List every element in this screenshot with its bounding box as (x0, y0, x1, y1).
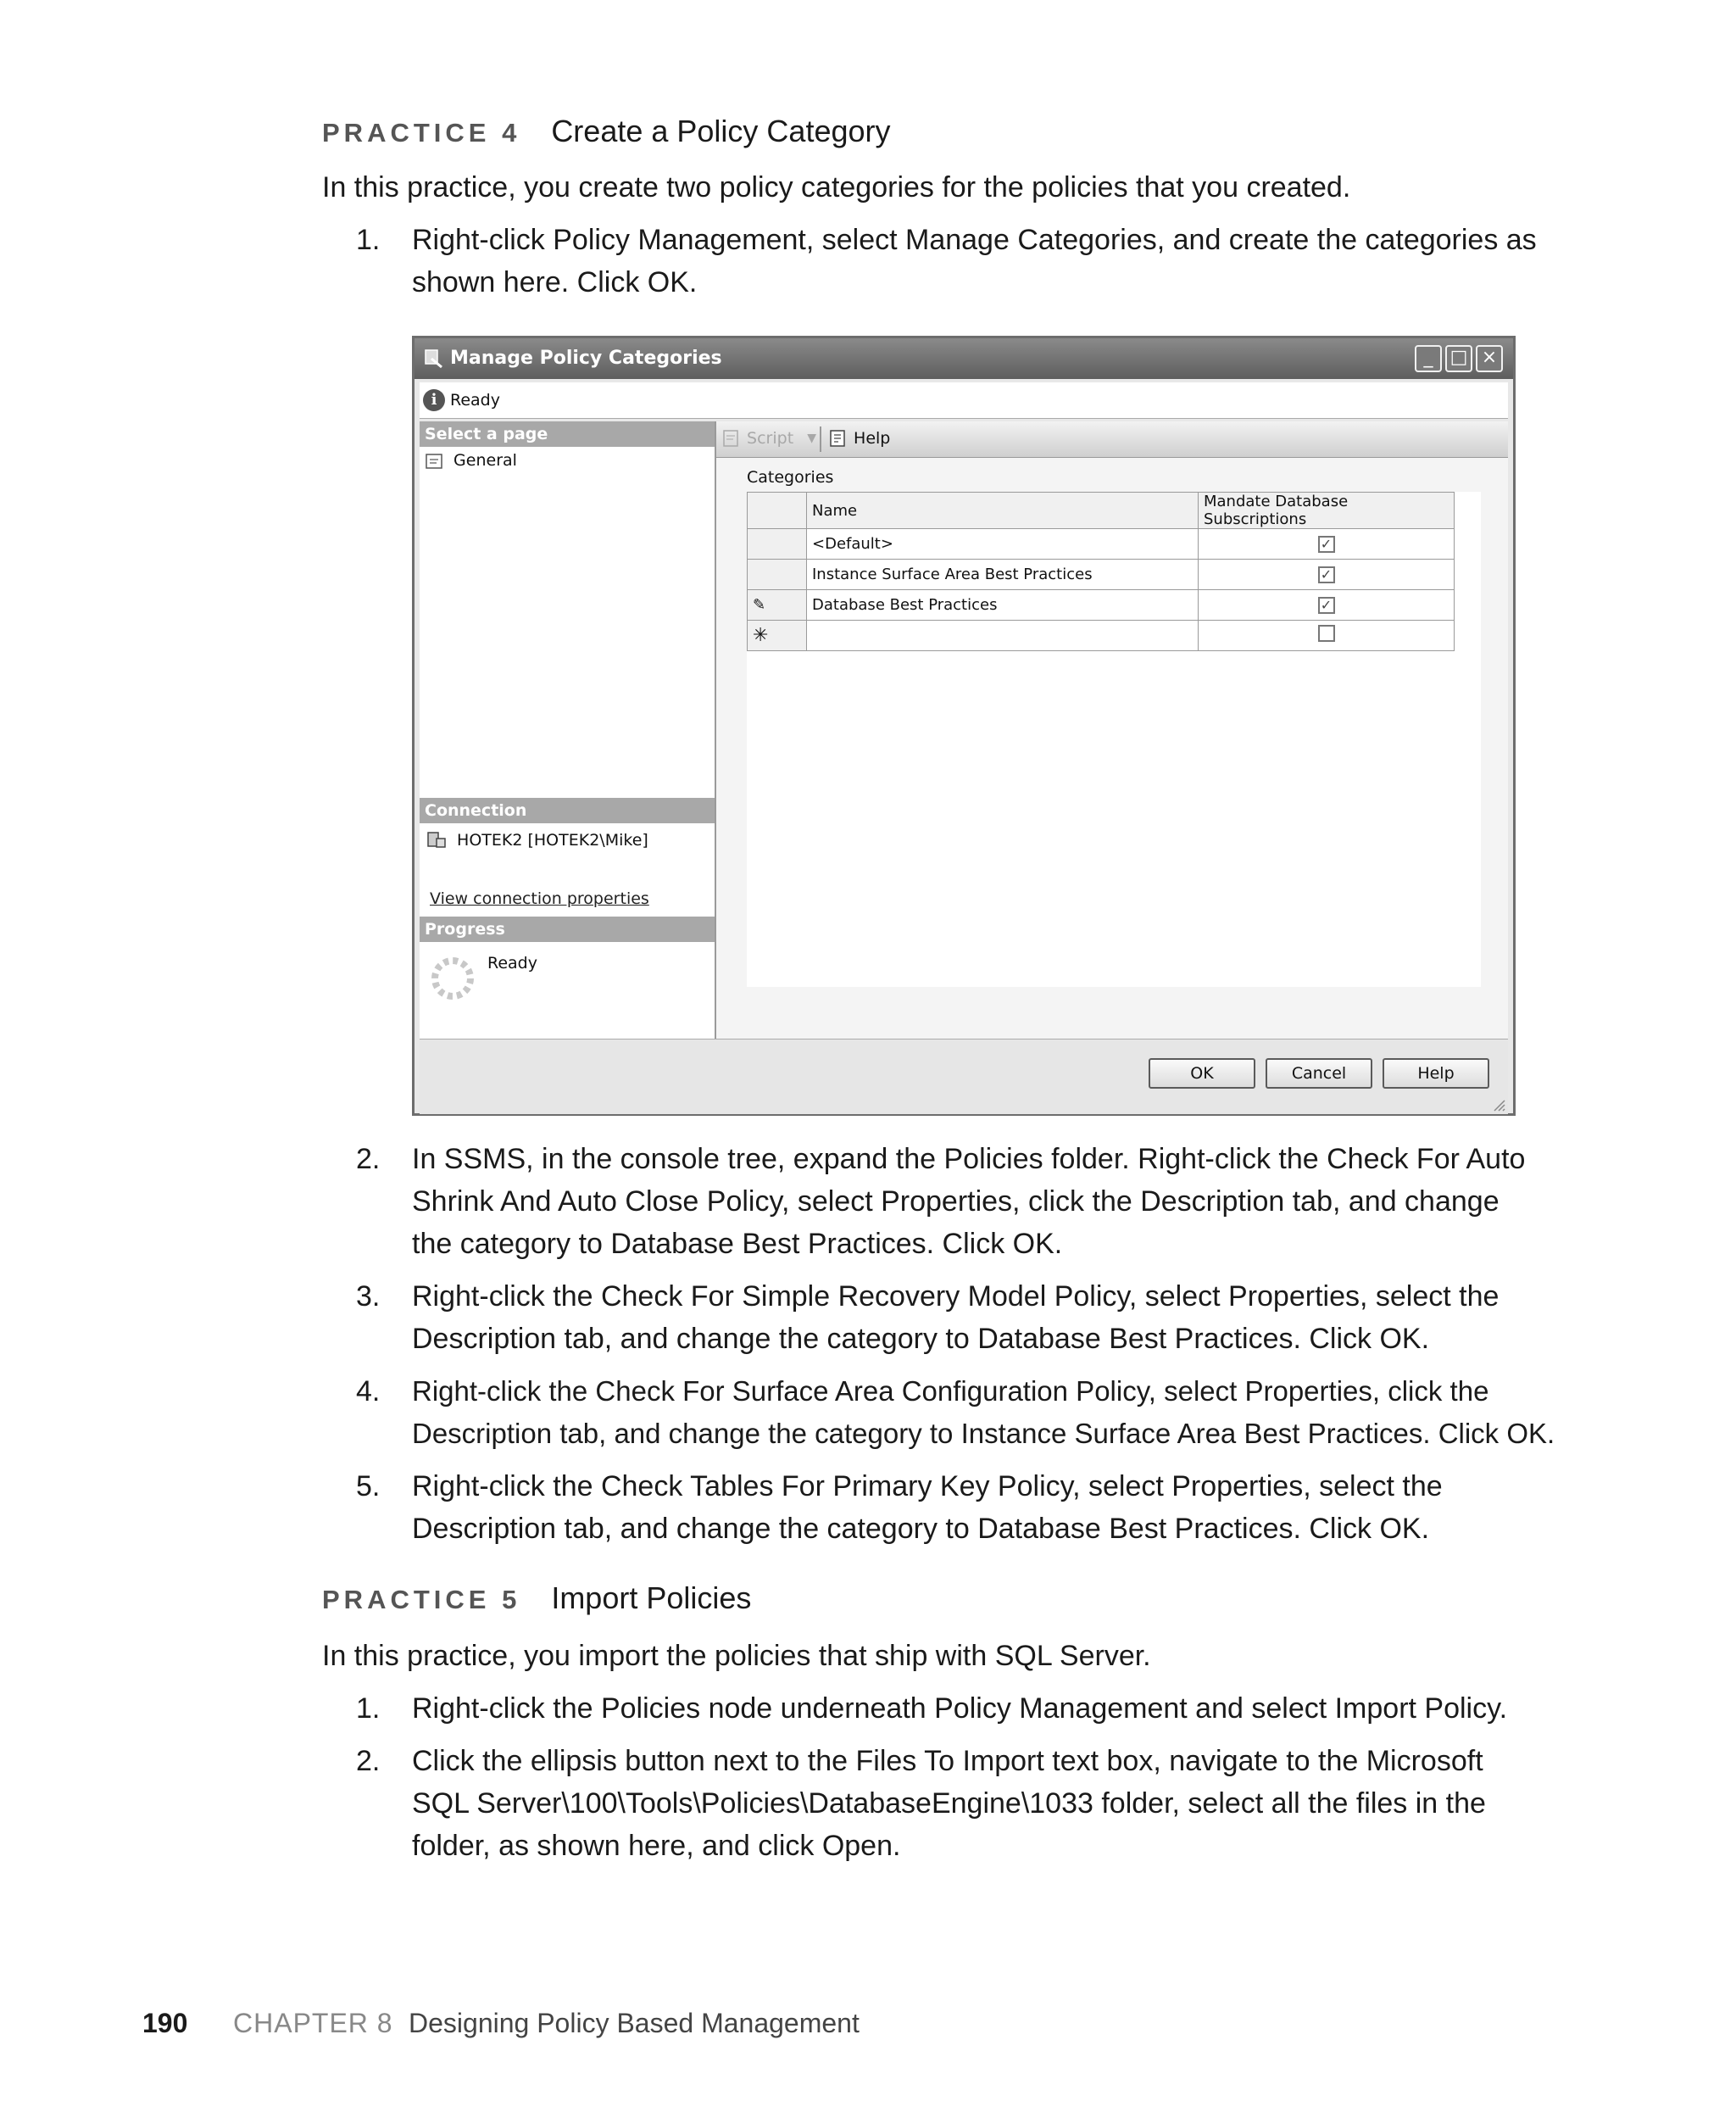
page-general-label: General (453, 450, 517, 470)
col-mandate-header[interactable]: Mandate Database Subscriptions (1199, 493, 1455, 529)
step-line: Right-click the Check For Simple Recovery Model Policy, select Properties, select the (412, 1280, 1500, 1313)
step-number: 2. (356, 1143, 381, 1175)
ok-button[interactable]: OK (1149, 1058, 1255, 1089)
row-selector-header (748, 493, 807, 529)
right-pane (716, 458, 1508, 1039)
step-line: the category to Database Best Practices. Click OK. (412, 1228, 1063, 1260)
help-toolbar-button[interactable] (828, 428, 890, 449)
mandate-cell[interactable] (1199, 590, 1455, 621)
practice-title: Import Policies (551, 1580, 752, 1615)
cancel-button[interactable]: Cancel (1266, 1058, 1372, 1089)
page-number: 190 (142, 2008, 188, 2038)
categories-grid (747, 492, 1481, 987)
step-line: folder, as shown here, and click Open. (412, 1830, 901, 1862)
checkbox-checked-icon[interactable]: ✓ (1318, 566, 1335, 583)
mandate-cell[interactable] (1199, 560, 1455, 590)
connection-info (425, 830, 648, 850)
step-line: Right-click Policy Management, select Manage Categories, and create the categories as (412, 224, 1537, 256)
step-number: 2. (356, 1745, 381, 1777)
practice-5-intro: In this practice, you import the policies that ship with SQL Server. (322, 1640, 1151, 1672)
page-icon (425, 451, 445, 470)
page-general[interactable] (425, 450, 517, 470)
categories-label: Categories (747, 468, 834, 487)
practice-label: PRACTICE 5 (322, 1585, 521, 1614)
script-label: Script (747, 429, 794, 448)
view-connection-properties-link[interactable]: View connection properties (430, 889, 649, 908)
status-text: Ready (450, 391, 500, 410)
info-icon: i (423, 389, 445, 411)
chevron-down-icon: ▼ (807, 432, 816, 445)
policy-category-icon (423, 347, 445, 369)
table-row[interactable] (748, 529, 1455, 560)
row-selector[interactable] (748, 590, 807, 621)
toolbar-divider (820, 426, 821, 452)
table-row[interactable] (748, 560, 1455, 590)
step-line: Description tab, and change the category to Database Best Practices. Click OK. (412, 1513, 1430, 1545)
maximize-button[interactable]: □ (1445, 345, 1472, 372)
step-line: shown here. Click OK. (412, 266, 698, 298)
close-button[interactable]: × (1476, 345, 1503, 372)
dialog-button-bar (420, 1039, 1508, 1114)
step-number: 1. (356, 1692, 381, 1725)
practice-title: Create a Policy Category (551, 114, 891, 148)
script-icon (721, 428, 742, 449)
help-icon (828, 428, 849, 449)
checkbox-checked-icon[interactable]: ✓ (1318, 536, 1335, 553)
server-icon (425, 830, 448, 850)
dialog-statusbar (420, 382, 1508, 419)
step-line: Click the ellipsis button next to the Files To Import text box, navigate to the Microsoft (412, 1745, 1483, 1777)
dialog-toolbar (716, 421, 1508, 458)
col-name-header[interactable]: Name (807, 493, 1199, 529)
practice-5-heading (322, 1580, 751, 1616)
practice-4-intro: In this practice, you create two policy categories for the policies that you created. (322, 171, 1351, 203)
row-selector[interactable] (748, 529, 807, 560)
progress-header: Progress (420, 917, 715, 942)
table-row[interactable] (748, 621, 1455, 651)
step-number: 3. (356, 1280, 381, 1313)
chapter-title: Designing Policy Based Management (409, 2008, 860, 2038)
chapter-label: CHAPTER 8 (233, 2008, 393, 2038)
select-page-header: Select a page (420, 421, 715, 447)
category-name-cell[interactable]: <Default> (807, 529, 1199, 560)
step-line: Description tab, and change the category to Instance Surface Area Best Practices. Click OK. (412, 1418, 1555, 1449)
resize-grip-icon[interactable] (1491, 1097, 1506, 1112)
category-name-cell[interactable]: Database Best Practices (807, 590, 1199, 621)
row-selector[interactable] (748, 560, 807, 590)
connection-value: HOTEK2 [HOTEK2\Mike] (457, 831, 648, 850)
dialog-titlebar (415, 338, 1513, 379)
step-line: Right-click the Check For Surface Area Configuration Policy, select Properties, click the (412, 1375, 1489, 1407)
step-number: 1. (356, 224, 381, 256)
left-pane (420, 421, 716, 1039)
progress-spinner-icon (430, 956, 476, 1001)
progress-status: Ready (487, 954, 537, 973)
step-line: Right-click the Check Tables For Primary Key Policy, select Properties, select the (412, 1470, 1443, 1502)
step-line: Description tab, and change the category to Database Best Practices. Click OK. (412, 1323, 1430, 1355)
mandate-cell[interactable] (1199, 529, 1455, 560)
category-name-cell[interactable] (807, 621, 1199, 651)
row-selector[interactable] (748, 621, 807, 651)
minimize-button[interactable]: _ (1415, 345, 1442, 372)
pencil-edit-icon: ✎ (753, 596, 766, 614)
table-header-row (748, 493, 1455, 529)
connection-header: Connection (420, 798, 715, 823)
categories-table (747, 492, 1455, 651)
step-number: 5. (356, 1470, 381, 1502)
step-line: Right-click the Policies node underneath Policy Management and select Import Policy. (412, 1692, 1508, 1725)
help-label: Help (854, 429, 891, 448)
dialog-title: Manage Policy Categories (450, 348, 722, 369)
category-name-cell[interactable]: Instance Surface Area Best Practices (807, 560, 1199, 590)
step-number: 4. (356, 1375, 381, 1407)
step-line: SQL Server\100\Tools\Policies\DatabaseEngine\1033 folder, select all the files in the (412, 1787, 1486, 1820)
new-row-asterisk-icon: ✳ (753, 625, 769, 646)
mandate-cell[interactable] (1199, 621, 1455, 651)
manage-policy-categories-dialog (412, 336, 1516, 1116)
practice-4-heading (322, 114, 891, 149)
script-button[interactable] (721, 428, 816, 449)
step-line: Shrink And Auto Close Policy, select Properties, click the Description tab, and change (412, 1185, 1500, 1218)
checkbox-checked-icon[interactable]: ✓ (1318, 597, 1335, 614)
checkbox-unchecked-icon[interactable] (1318, 625, 1335, 642)
help-button[interactable]: Help (1383, 1058, 1489, 1089)
table-row[interactable] (748, 590, 1455, 621)
practice-label: PRACTICE 4 (322, 118, 521, 148)
step-line: In SSMS, in the console tree, expand the Policies folder. Right-click the Check For Auto (412, 1143, 1526, 1175)
